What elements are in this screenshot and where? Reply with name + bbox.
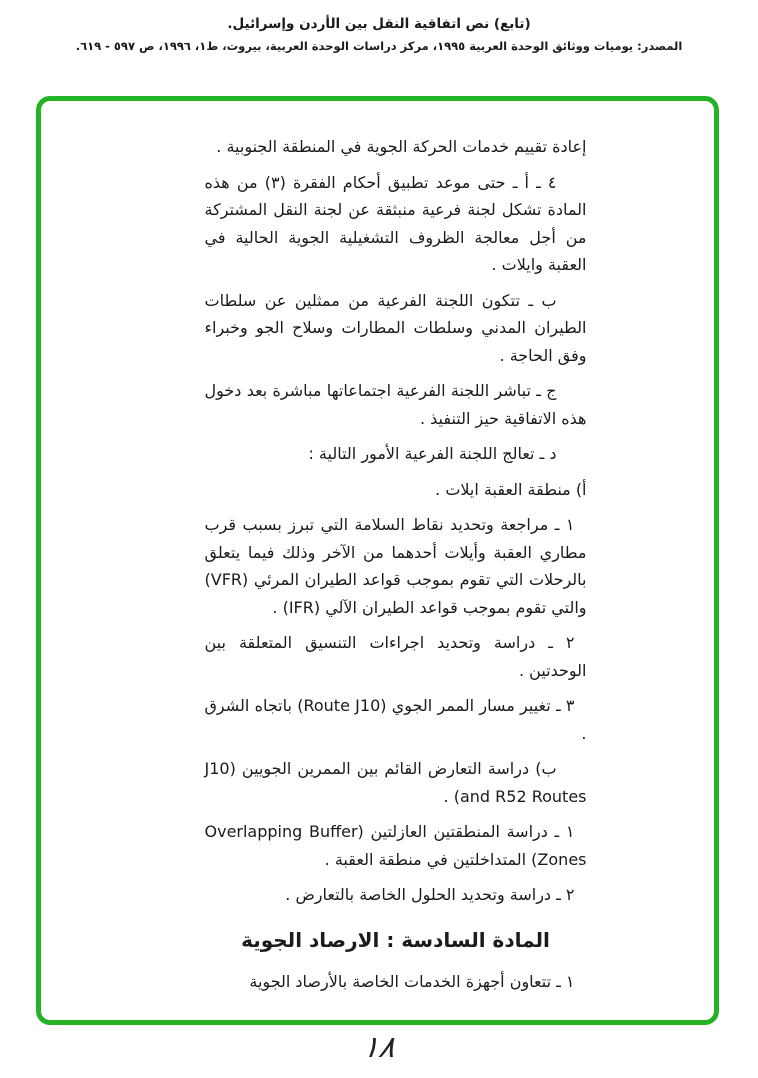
paragraph-subitem-b: ب) دراسة التعارض القائم بين الممرين الجويين (J10 and R52 Routes) . [204, 759, 587, 806]
paragraph-item-3: ٣ ـ تغيير مسار الممر الجوي (Route J10) باتجاه الشرق . [204, 696, 587, 743]
paragraph-clause-j: ج ـ تباشر اللجنة الفرعية اجتماعاتها مباشرة بعد دخول هذه الاتفاقية حيز التنفيذ . [204, 381, 587, 428]
document-header [0, 0, 758, 53]
paragraph-subitem-a: أ) منطقة العقبة ايلات . [435, 479, 587, 499]
paragraph-item-1: ١ ـ مراجعة وتحديد نقاط السلامة التي تبرز بسبب قرب مطاري العقبة وأيلات أحدهما من الآخر وذلك فيما يتعلق بالرحلات التي تقوم بموجب قواعد الطيران المرئي (VFR) والتي تقوم بموجب قواعد الطيران الآلي (IFR) . [204, 515, 587, 617]
document-source-line: المصدر: يوميات ووثائق الوحدة العربية ١٩٩٥، مركز دراسات الوحدة العربية، بيروت، ط١، ١٩٩٦، ص ٥٩٧ - ٦١٩. [75, 39, 683, 53]
page-number: ١٨ [360, 1030, 398, 1065]
paragraph-b-item-2: ٢ ـ دراسة وتحديد الحلول الخاصة بالتعارض . [285, 885, 575, 904]
paragraph-article-six-1: ١ ـ تتعاون أجهزة الخدمات الخاصة بالأرصاد الجوية [249, 972, 575, 991]
paragraph-clause-d: د ـ تعالج اللجنة الفرعية الأمور التالية : [308, 444, 557, 463]
paragraph-continuation: إعادة تقييم خدمات الحركة الجوية في المنطقة الجنوبية . [216, 137, 587, 156]
article-six-heading: المادة السادسة : الارصاد الجوية [241, 927, 550, 952]
document-title: (تابع) نص اتفاقية النقل بين الأردن وإسرائيل. [227, 16, 531, 32]
paragraph-b-item-1: ١ ـ دراسة المنطقتين العازلتين (Overlapping Buffer Zones) المتداخلتين في منطقة العقبة . [204, 822, 587, 869]
document-body [205, 133, 587, 996]
paragraph-item-2: ٢ ـ دراسة وتحديد اجراءات التنسيق المتعلقة بين الوحدتين . [204, 633, 587, 680]
green-border-box [36, 96, 719, 1025]
paragraph-clause-b: ب ـ تتكون اللجنة الفرعية من ممثلين عن سلطات الطيران المدني وسلطات المطارات وسلاح الجو وخبراء وفق الحاجة . [204, 290, 587, 365]
paragraph-clause-4a: ٤ ـ أ ـ حتى موعد تطبيق أحكام الفقرة (٣) من هذه المادة تشكل لجنة فرعية منبثقة عن لجنة النقل المشتركة من أجل معالجة الظروف التشغيلية الجوية الحالية في العقبة وايلات . [204, 172, 587, 274]
